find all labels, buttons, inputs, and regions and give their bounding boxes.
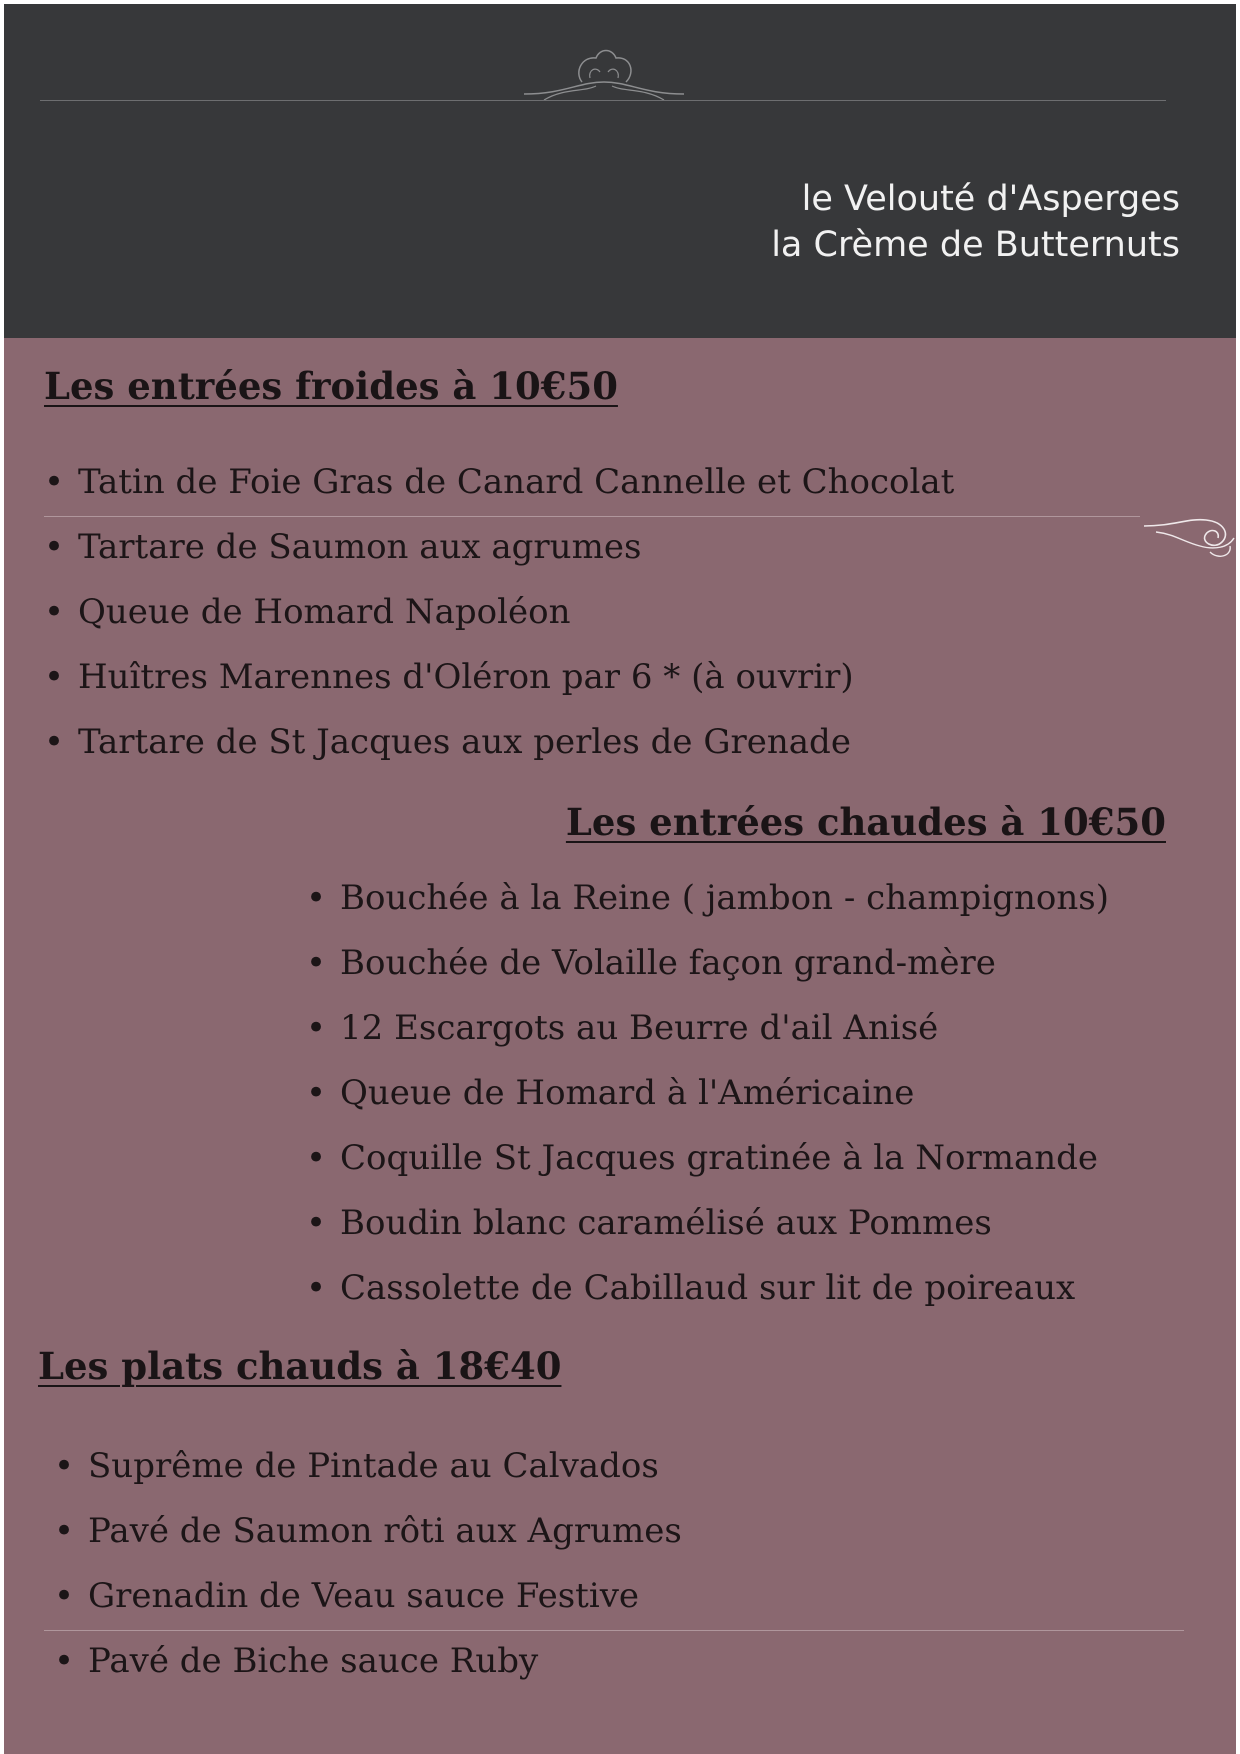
list-item: • Queue de Homard à l'Américaine xyxy=(306,1061,1109,1126)
list-plats-chauds xyxy=(54,1434,682,1694)
bullet-icon: • xyxy=(306,1138,327,1178)
soup-item: le Velouté d'Asperges xyxy=(801,179,1180,219)
list-item: • Huîtres Marennes d'Oléron par 6 * (à ouvrir) xyxy=(44,645,954,710)
list-item: • Bouchée de Volaille façon grand-mère xyxy=(306,931,1109,996)
bullet-icon: • xyxy=(306,1203,327,1243)
bullet-icon: • xyxy=(54,1446,75,1486)
list-item: • Pavé de Biche sauce Ruby xyxy=(54,1629,682,1694)
bullet-icon: • xyxy=(306,943,327,983)
list-item: • Coquille St Jacques gratinée à la Normande xyxy=(306,1126,1109,1191)
section-title-entrees-chaudes: Les entrées chaudes à 10€50 xyxy=(565,800,1166,844)
menu-page xyxy=(4,4,1236,1754)
list-item: • Pavé de Saumon rôti aux Agrumes xyxy=(54,1499,682,1564)
list-item: • Queue de Homard Napoléon xyxy=(44,580,954,645)
section-title-plats-chauds: Les plats chauds à 18€40 xyxy=(38,1344,562,1388)
header-band xyxy=(4,4,1236,338)
list-item: • Bouchée à la Reine ( jambon - champignons) xyxy=(306,866,1109,931)
bullet-icon: • xyxy=(44,722,65,762)
divider-line xyxy=(44,516,1140,517)
list-item: • Tatin de Foie Gras de Canard Cannelle et Chocolat xyxy=(44,450,954,515)
soup-item: la Crème de Butternuts xyxy=(771,225,1180,265)
list-item: • Cassolette de Cabillaud sur lit de poireaux xyxy=(306,1256,1109,1321)
list-item: • Suprême de Pintade au Calvados xyxy=(54,1434,682,1499)
bullet-icon: • xyxy=(54,1641,75,1681)
bullet-icon: • xyxy=(54,1576,75,1616)
list-item: • Tartare de St Jacques aux perles de Grenade xyxy=(44,710,954,775)
header-divider xyxy=(40,100,1166,101)
bullet-icon: • xyxy=(306,1008,327,1048)
list-item: • Tartare de Saumon aux agrumes xyxy=(44,515,954,580)
list-entrees-froides xyxy=(44,450,954,775)
bullet-icon: • xyxy=(306,1268,327,1308)
section-title-entrees-froides: Les entrées froides à 10€50 xyxy=(44,364,618,408)
bullet-icon: • xyxy=(54,1511,75,1551)
divider-line xyxy=(44,1630,1184,1631)
flourish-icon xyxy=(1144,512,1236,562)
bullet-icon: • xyxy=(306,1073,327,1113)
bullet-icon: • xyxy=(44,657,65,697)
bullet-icon: • xyxy=(44,592,65,632)
soups-list xyxy=(771,176,1180,268)
list-item: • 12 Escargots au Beurre d'ail Anisé xyxy=(306,996,1109,1061)
bullet-icon: • xyxy=(44,462,65,502)
bullet-icon: • xyxy=(44,527,65,567)
list-item: • Grenadin de Veau sauce Festive xyxy=(54,1564,682,1629)
list-item: • Boudin blanc caramélisé aux Pommes xyxy=(306,1191,1109,1256)
list-entrees-chaudes xyxy=(306,866,1109,1321)
bullet-icon: • xyxy=(306,878,327,918)
ornament-icon xyxy=(524,42,684,104)
